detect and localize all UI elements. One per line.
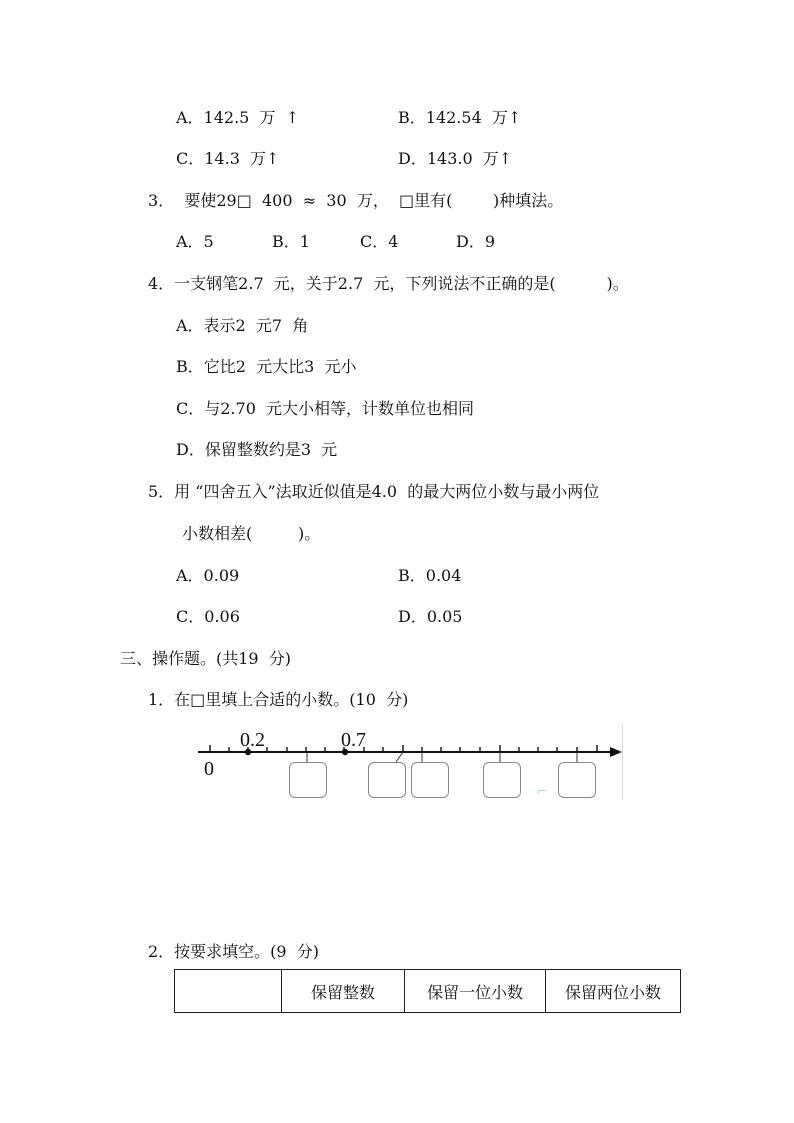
rounding-table — [174, 969, 681, 1013]
q4-option-a: A．表示2 元7 角 — [176, 316, 309, 335]
table-row — [175, 970, 681, 1013]
answer-box-3[interactable] — [411, 762, 449, 798]
q2-option-c: C．14.3 万↑ — [176, 149, 280, 168]
number-line-label-a: 0.2 — [240, 729, 265, 751]
q3-option-d: D．9 — [456, 232, 496, 251]
q2-option-d: D．143.0 万↑ — [398, 149, 513, 168]
q3-option-a: A．5 — [176, 232, 214, 251]
q3-option-c: C．4 — [360, 232, 399, 251]
q5-stem-line2: 小数相差( )。 — [182, 524, 321, 543]
table-header-integer: 保留整数 — [282, 970, 405, 1013]
section3-heading: 三、操作题。(共19 分) — [120, 649, 292, 668]
q2-option-a: A．142.5 万 ↑ — [176, 108, 300, 127]
answer-box-1[interactable] — [289, 762, 327, 798]
q2-option-b: B．142.54 万↑ — [398, 108, 522, 127]
answer-box-2[interactable] — [368, 762, 406, 798]
q3-stem: 3． 要使29□ 400 ≈ 30 万， □里有( )种填法。 — [148, 191, 564, 210]
answer-box-5[interactable] — [558, 762, 596, 798]
q5-option-a: A．0.09 — [176, 566, 240, 585]
q5-option-c: C．0.06 — [176, 607, 240, 626]
section3-q2-stem: 2．按要求填空。(9 分) — [148, 942, 320, 961]
q4-option-d: D．保留整数约是3 元 — [176, 440, 338, 459]
answer-box-4[interactable] — [483, 762, 521, 798]
q4-option-b: B．它比2 元大比3 元小 — [176, 357, 357, 376]
number-line — [190, 718, 630, 808]
q4-stem: 4．一支钢笔2.7 元，关于2.7 元，下列说法不正确的是( )。 — [148, 274, 629, 293]
q5-stem-line1: 5．用 “四舍五入”法取近似值是4.0 的最大两位小数与最小两位 — [148, 482, 600, 501]
table-header-empty — [175, 970, 282, 1013]
table-header-two-decimal: 保留两位小数 — [546, 970, 681, 1013]
section3-q1-stem: 1．在□里填上合适的小数。(10 分) — [148, 690, 409, 709]
q4-option-c: C．与2.70 元大小相等，计数单位也相同 — [176, 399, 475, 418]
q3-option-b: B．1 — [272, 232, 310, 251]
number-line-zero: 0 — [204, 758, 214, 780]
q5-option-d: D．0.05 — [398, 607, 463, 626]
margin-rule — [622, 724, 623, 800]
q5-option-b: B．0.04 — [398, 566, 462, 585]
table-header-one-decimal: 保留一位小数 — [405, 970, 546, 1013]
faint-mark-icon: ⌐ — [536, 784, 548, 800]
number-line-label-b: 0.7 — [341, 729, 366, 751]
